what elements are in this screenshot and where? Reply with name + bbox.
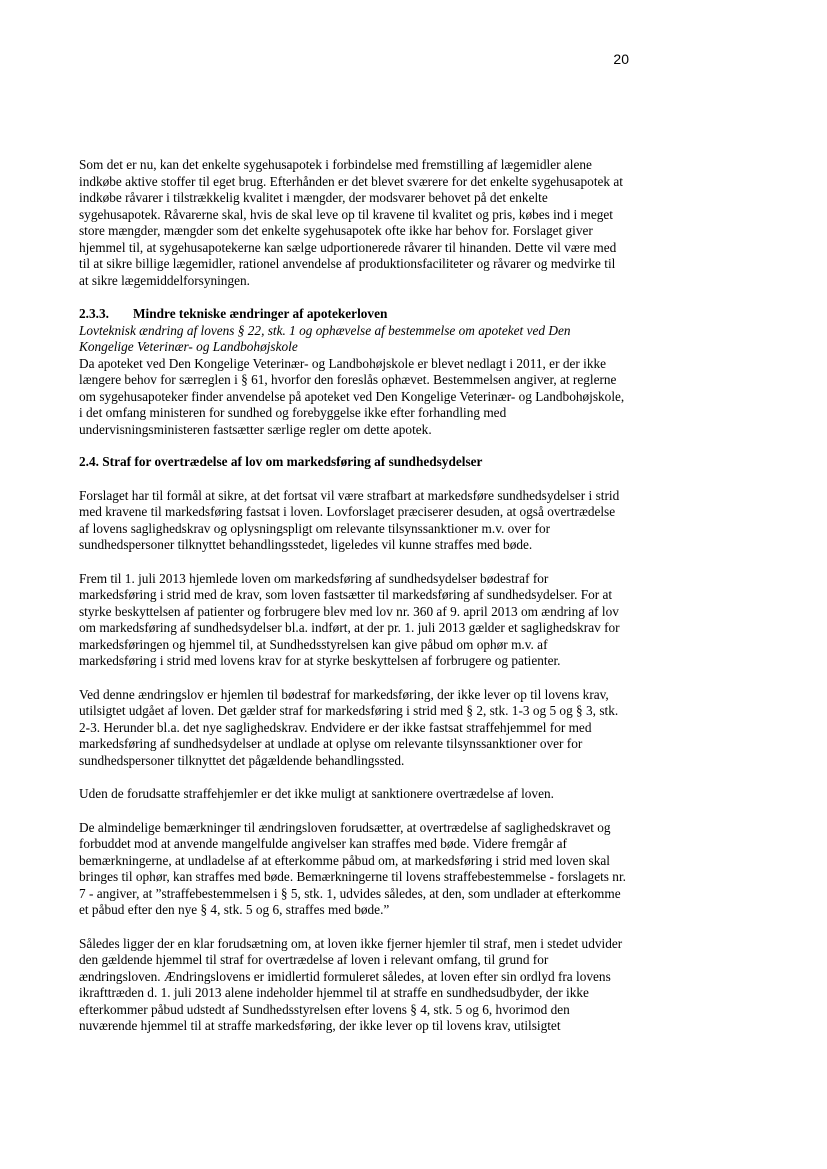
section-heading-2-3-3: [79, 306, 627, 323]
page-number: 20: [613, 51, 629, 67]
paragraph-formaal: Forslaget har til formål at sikre, at det fortsat vil være strafbart at markedsføre sundhedsydelser i strid med kravene til markedsføring fastsat i loven. Lovforslaget præciserer desuden, at også overtrædelse af lovens saglighedskrav og oplysningspligt om relevante tilsynssanktioner m.v. over for sundhedspersoner tilknyttet behandlingsstedet, ligeledes vil kunne straffes med bøde.: [79, 487, 620, 552]
document-body: [79, 157, 627, 1035]
paragraph-saaledes: Således ligger der en klar forudsætning om, at loven ikke fjerner hjemler til straf, men i stedet udvider den gældende hjemmel til straf for overtrædelse af loven i relevant omfang, til grund for ændringsloven. Ændringslovens er imidlertid formuleret således, at loven efter sin ordlyd fra lovens ikrafttræden d. 1. juli 2013 alene indeholder hjemmel til at straffe en sundhedsudbyder, der ikke efterkommer påbud udstedt af Sundhedsstyrelsen efter lovens § 4, stk. 5 og 6, hvorimod den nuværende hjemmel til at straffe markedsføring, der ikke lever op til lovens krav, utilsigtet: [79, 935, 623, 1033]
section-subheading: Lovteknisk ændring af lovens § 22, stk. 1 og ophævelse af bestemmelse om apoteket ved Den Kongelige Veterinær- og Landbohøjskole: [79, 322, 571, 354]
paragraph-frem-til: Frem til 1. juli 2013 hjemlede loven om markedsføring af sundhedsydelser bødestraf for markedsføring i strid med de krav, som loven fastsætter til markedsføring af sundhedsydelser. For at styrke beskyttelsen af patienter og forbrugere blev med lov nr. 360 af 9. april 2013 om ændring af lov om markedsføring af sundhedsydelser bl.a. indført, at der pr. 1. juli 2013 gælder et saglighedskrav for markedsføringen og hjemmel til, at Sundhedsstyrelsen kan give påbud om ophør m.v. af markedsføring i strid med lovens krav for at styrke beskyttelsen af forbrugere og patienter.: [79, 570, 620, 668]
paragraph-sygehusapotek: Som det er nu, kan det enkelte sygehusapotek i forbindelse med fremstilling af lægemidler alene indkøbe aktive stoffer til eget brug. Efterhånden er det blevet sværere for det enkelte sygehusapotek at indkøbe råvarer i tilstrækkelig kvalitet i mængder, der modsvarer behovet på det enkelte sygehusapotek. Råvarerne skal, hvis de skal leve op til kravene til kvalitet og pris, købes ind i meget store mængder, mængder som det enkelte sygehusapotek ofte ikke har behov for. Forslaget giver hjemmel til, at sygehusapotekerne kan sælge udportionerede råvarer til hinanden. Dette vil være med til at sikre billige lægemidler, rationel anvendelse af produktionsfaciliteter og råvarer og medvirke til at sikre lægemiddelforsyningen.: [79, 157, 623, 288]
section-number: 2.3.3.: [79, 306, 109, 321]
paragraph-uden: Uden de forudsatte straffehjemler er det ikke muligt at sanktionere overtrædelse af loven.: [79, 786, 554, 801]
section-title: Mindre tekniske ændringer af apotekerloven: [133, 306, 388, 321]
paragraph-veterinaer: Da apoteket ved Den Kongelige Veterinær- og Landbohøjskole er blevet nedlagt i 2011, er der ikke længere behov for særreglen i § 61, hvorfor den foreslås ophævet. Bestemmelsen angiver, at reglerne om sygehusapoteker finder anvendelse på apoteket ved Den Kongelige Veterinær- og Landbohøjskole, i det omfang ministeren for sundhed og forebyggelse ikke efter forhandling med undervisningsministeren fastsætter særlige regler om dette apotek.: [79, 355, 625, 437]
paragraph-bemaerkninger: De almindelige bemærkninger til ændringsloven forudsætter, at overtrædelse af saglighedskravet og forbuddet mod at anvende mangelfulde angivelser kan straffes med bøde. Videre fremgår af bemærkningerne, at undladelse af at efterkomme påbud om, at markedsføring i strid med loven skal bringes til ophør, kan straffes med bøde. Bemærkningerne til lovens straffebestemmelse - forslagets nr. 7 - angiver, at ”straffebestemmelsen i § 5, stk. 1, udvides således, at den, som undlader at efterkomme et påbud efter den nye § 4, stk. 5 og 6, straffes med bøde.”: [79, 819, 626, 917]
section-heading-2-4: 2.4. Straf for overtrædelse af lov om markedsføring af sundhedsydelser: [79, 454, 483, 469]
paragraph-aendringslov: Ved denne ændringslov er hjemlen til bødestraf for markedsføring, der ikke lever op til lovens krav, utilsigtet udgået af loven. Det gælder straf for markedsføring i strid med § 2, stk. 1-3 og 5 og § 3, stk. 2-3. Herunder bl.a. det nye saglighedskrav. Endvidere er der ikke fastsat straffehjemmel for med markedsføring af sundhedsydelser at undlade at oplyse om relevante tilsynssanktioner over for sundhedspersoner tilknyttet det pågældende behandlingssted.: [79, 686, 619, 768]
